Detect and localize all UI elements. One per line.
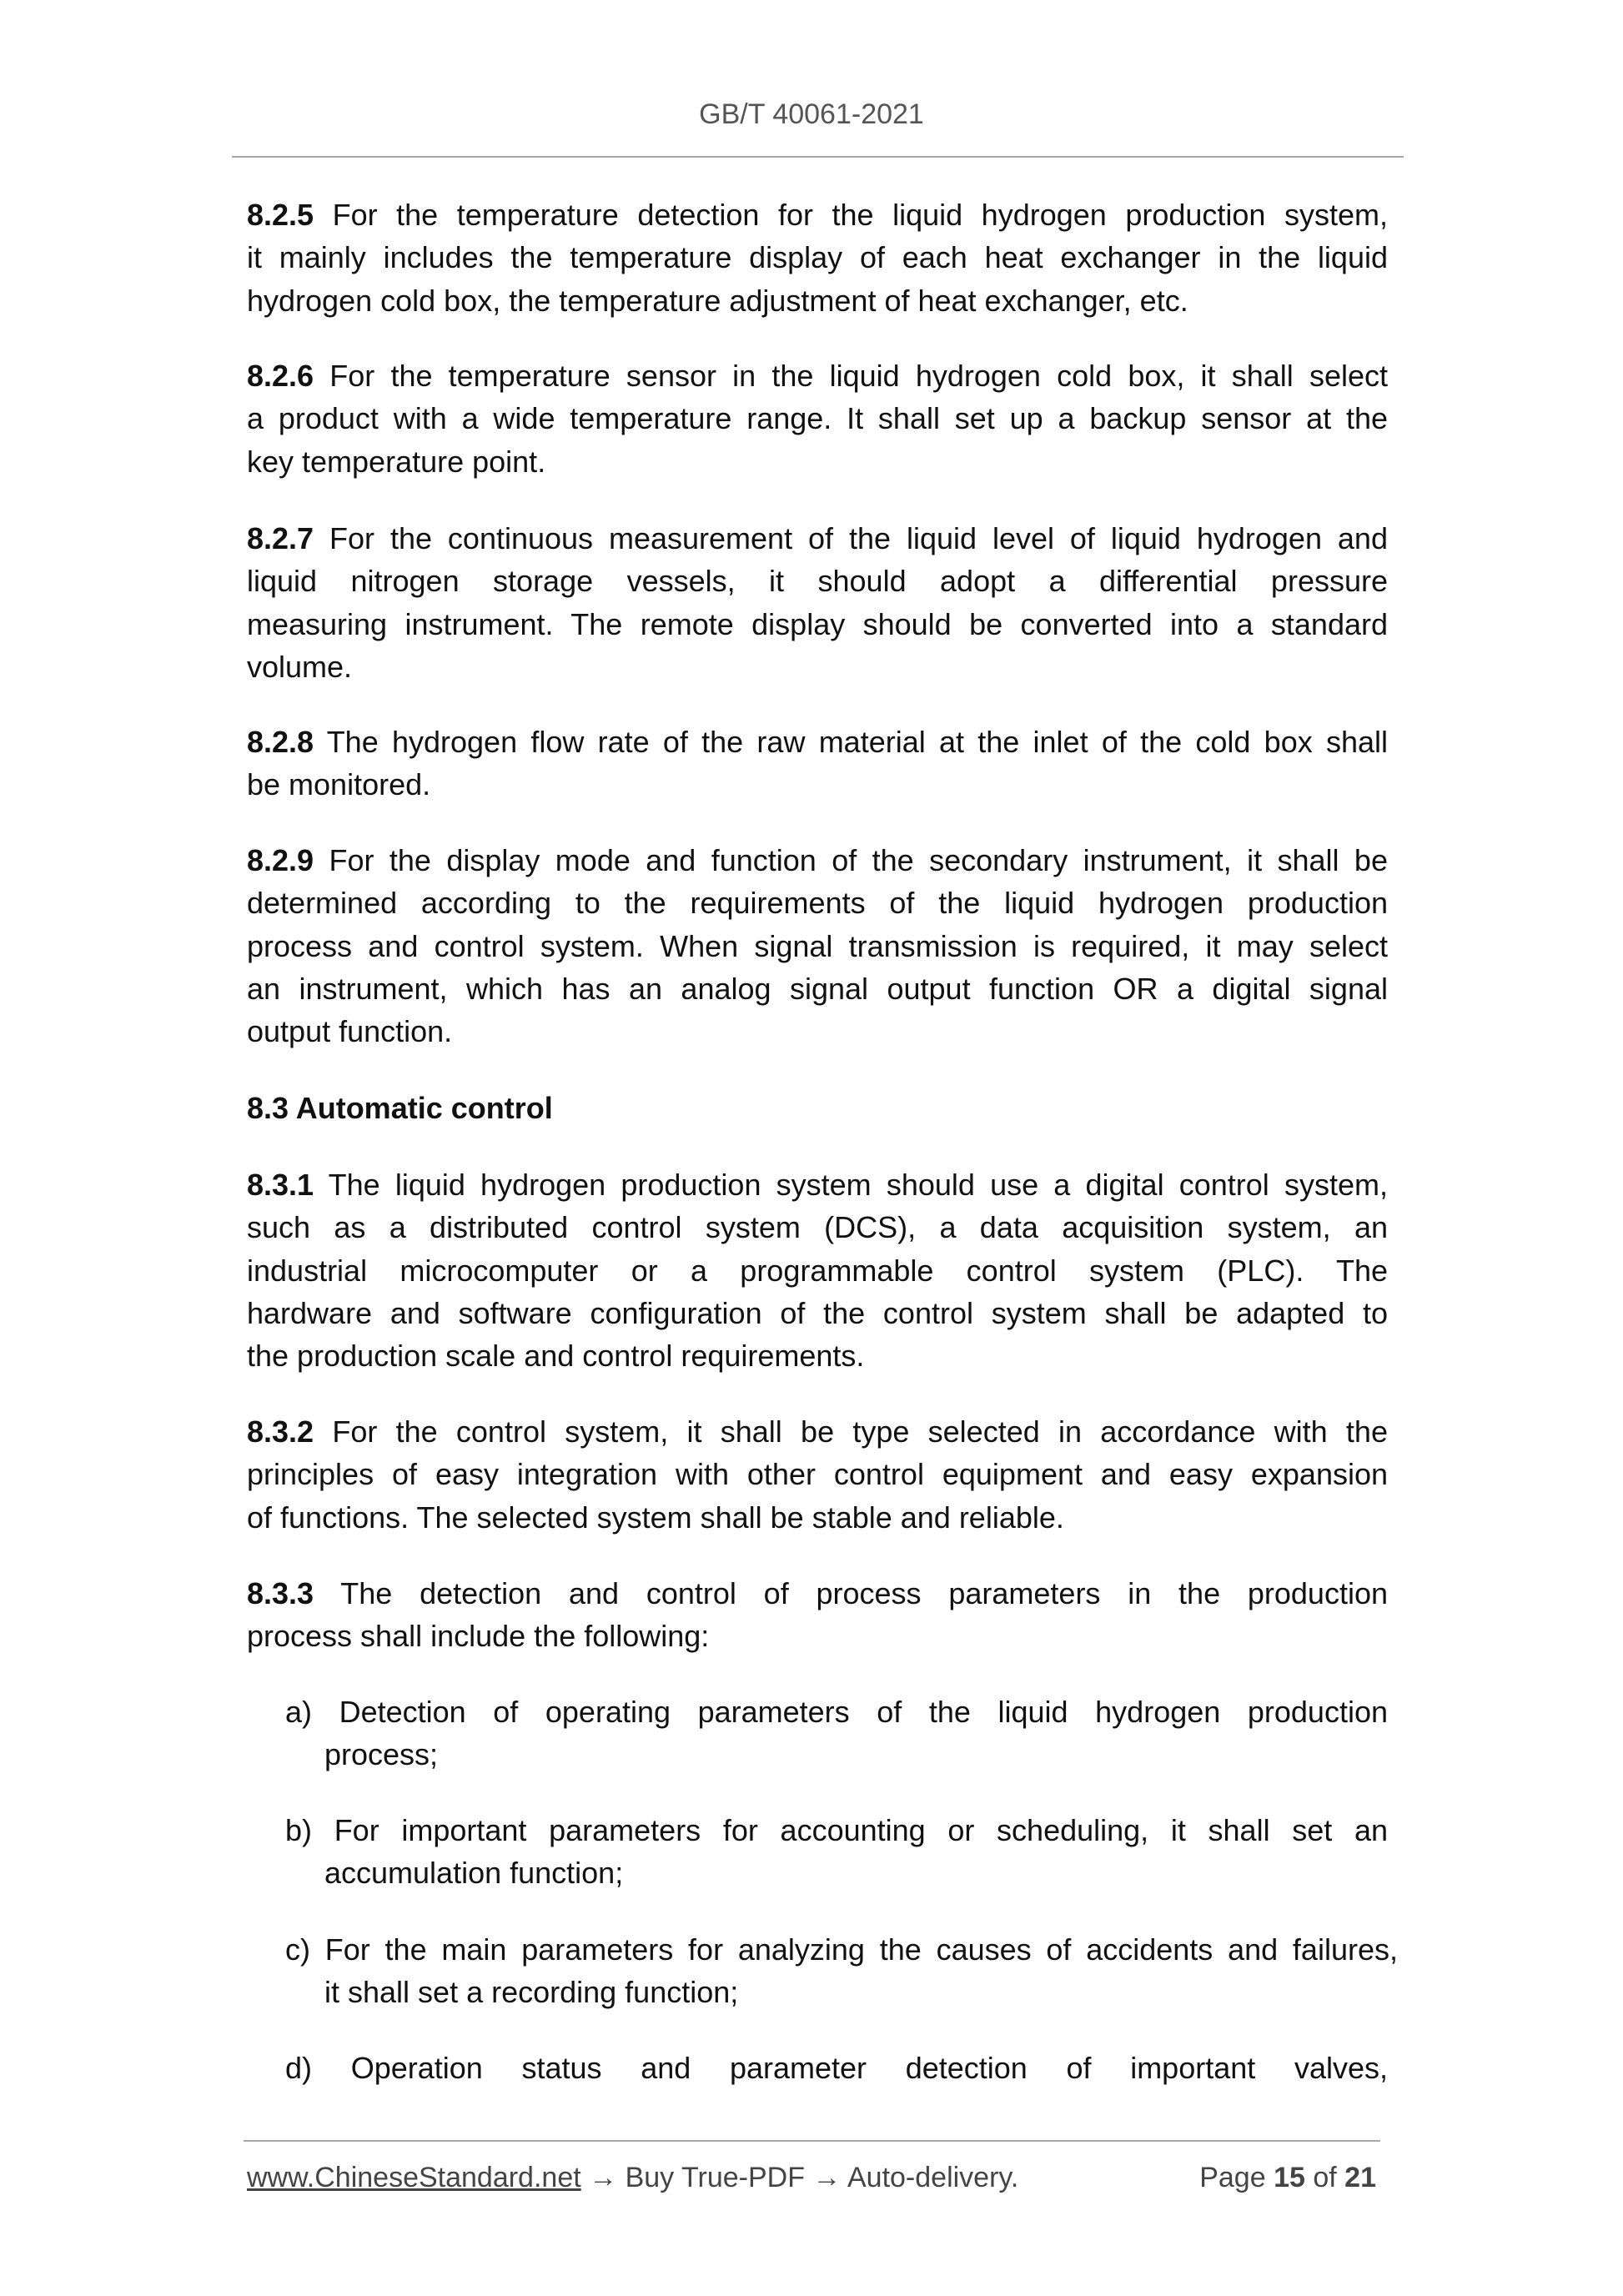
line-text: an instrument, which has an analog signal output function OR a digital signal: [247, 971, 1388, 1006]
text-line: [247, 967, 1388, 1010]
line-text: such as a distributed control system (DCS), a data acquisition system, an: [247, 1210, 1388, 1245]
text-line: [247, 354, 1388, 397]
page-number: 15: [1274, 2162, 1305, 2193]
footer-divider: [244, 2140, 1380, 2142]
line-text: For the control system, it shall be type selected in accordance with the: [332, 1414, 1388, 1449]
text-line: [247, 925, 1388, 967]
text-line: [247, 1496, 1388, 1539]
clause-8-2-7: [247, 517, 1388, 688]
line-text: principles of easy integration with other control equipment and easy expansion: [247, 1457, 1388, 1492]
line-text: industrial microcomputer or a programmable control system (PLC). The: [247, 1253, 1388, 1288]
line-text: measuring instrument. The remote display should be converted into a standard: [247, 606, 1388, 641]
line-text: The detection and control of process parameters in the production: [340, 1576, 1389, 1610]
text-line: [247, 279, 1388, 322]
line-text: key temperature point.: [247, 444, 546, 479]
text-line: [247, 560, 1388, 602]
footer-text: → Buy True-PDF → Auto-delivery.: [580, 2162, 1019, 2193]
clause-8-3-1: [247, 1163, 1388, 1377]
line-text: it mainly includes the temperature display of each heat exchanger in the liquid: [247, 240, 1388, 275]
line-text: output function.: [247, 1014, 453, 1049]
page-label: Page: [1199, 2162, 1266, 2193]
clause-number: 8.3.3: [247, 1576, 314, 1610]
text-line: [247, 397, 1388, 440]
line-text: For the display mode and function of the secondary instrument, it shall be: [329, 843, 1388, 877]
text-line: [247, 1334, 1388, 1377]
line-text: of functions. The selected system shall be stable and reliable.: [247, 1500, 1064, 1535]
list-item: [285, 1928, 1398, 2014]
text-line: [247, 1206, 1388, 1248]
page-footer: [247, 2162, 1376, 2194]
clause-number: 8.2.6: [247, 359, 314, 393]
text-line: process;: [324, 1737, 439, 1772]
text-line: it shall set a recording function;: [324, 1975, 739, 2010]
text-line: [247, 1249, 1388, 1292]
text-line: [247, 193, 1388, 236]
text-line: a) Detection of operating parameters of the liquid hydrogen production: [285, 1695, 1388, 1729]
line-text: The hydrogen flow rate of the raw material at the inlet of the cold box shall: [326, 725, 1388, 759]
text-line: [247, 603, 1388, 646]
text-line: [247, 1010, 1388, 1053]
text-line: accumulation function;: [324, 1856, 624, 1891]
text-line: [247, 721, 1388, 763]
line-text: be monitored.: [247, 767, 431, 802]
clause-8-2-6: [247, 354, 1388, 483]
text-line: [247, 646, 1388, 688]
line-text: volume.: [247, 649, 353, 684]
line-text: a product with a wide temperature range. It shall set up a backup sensor at the: [247, 401, 1388, 436]
line-text: For the temperature sensor in the liquid hydrogen cold box, it shall select: [329, 359, 1388, 393]
text-line: [247, 1163, 1388, 1206]
line-text: the production scale and control requirements.: [247, 1339, 865, 1374]
line-text: For the temperature detection for the liquid hydrogen production system,: [332, 198, 1388, 232]
clause-number: 8.2.8: [247, 725, 314, 759]
clause-number: 8.2.9: [247, 843, 314, 877]
line-text: hardware and software configuration of the control system shall be adapted to: [247, 1295, 1388, 1330]
clause-number: 8.2.7: [247, 521, 314, 555]
text-line: [247, 1453, 1388, 1495]
text-line: [247, 1615, 1388, 1657]
text-line: c) For the main parameters for analyzing the causes of accidents and failures,: [285, 1932, 1398, 1967]
text-line: [247, 839, 1388, 882]
chinesestandard-link[interactable]: www.ChineseStandard.net: [247, 2162, 581, 2193]
text-line: [247, 236, 1388, 279]
list-item: [285, 1691, 1388, 1776]
clause-8-3-3: [247, 1572, 1388, 1658]
clause-8-2-9: [247, 839, 1388, 1053]
line-text: process and control system. When signal transmission is required, it may select: [247, 928, 1388, 963]
line-text: process shall include the following:: [247, 1619, 710, 1654]
clause-number: 8.3.2: [247, 1414, 314, 1449]
clause-number: 8.2.5: [247, 198, 314, 232]
list-item: [285, 1809, 1388, 1895]
header-divider: [232, 156, 1404, 158]
text-line: d) Operation status and parameter detection of important valves,: [285, 2051, 1388, 2085]
list-item: [285, 2047, 1388, 2089]
page-indicator: [1199, 2162, 1376, 2194]
line-text: liquid nitrogen storage vessels, it should adopt a differential pressure: [247, 564, 1388, 599]
text-line: [247, 1572, 1388, 1615]
clause-8-2-8: [247, 721, 1388, 806]
document-header-title: GB/T 40061-2021: [699, 98, 924, 130]
line-text: For the continuous measurement of the liquid level of liquid hydrogen and: [329, 521, 1388, 555]
text-line: [247, 440, 1388, 483]
clause-8-3-2: [247, 1410, 1388, 1539]
text-line: [247, 517, 1388, 560]
of-label: of: [1313, 2162, 1337, 2193]
page-total: 21: [1344, 2162, 1376, 2193]
line-text: hydrogen cold box, the temperature adjustment of heat exchanger, etc.: [247, 283, 1188, 318]
section-heading: 8.3 Automatic control: [247, 1091, 553, 1125]
text-line: [247, 763, 1388, 806]
line-text: The liquid hydrogen production system should use a digital control system,: [328, 1168, 1388, 1202]
text-line: [247, 1292, 1388, 1334]
text-line: b) For important parameters for accounting or scheduling, it shall set an: [285, 1813, 1388, 1847]
clause-8-2-5: [247, 193, 1388, 322]
text-line: [247, 1410, 1388, 1453]
clause-number: 8.3.1: [247, 1168, 314, 1202]
line-text: determined according to the requirements of the liquid hydrogen production: [247, 886, 1388, 921]
text-line: [247, 882, 1388, 924]
